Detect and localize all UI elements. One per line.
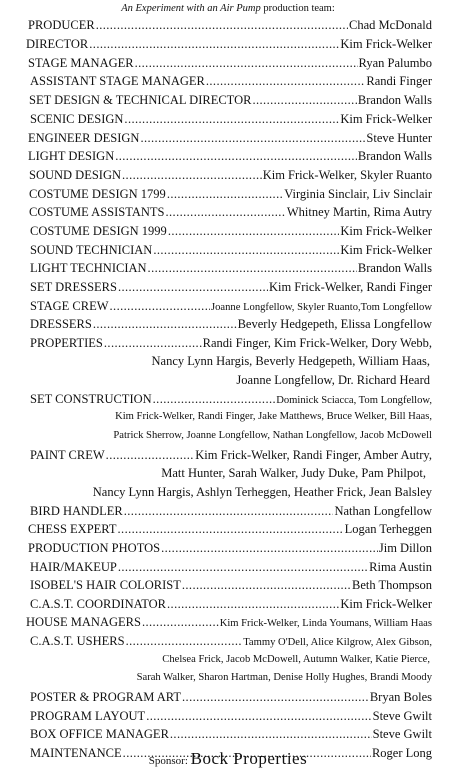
credit-role: COSTUME DESIGN 1799	[29, 187, 166, 201]
credit-names-continued: Chelsea Frick, Jacob McDowell, Autumn Walker, Katie Pierce,	[162, 654, 430, 665]
dot-leader	[148, 259, 357, 277]
credit-line	[30, 278, 432, 296]
credit-role: PAINT CREW	[30, 448, 105, 462]
credit-line	[26, 35, 432, 53]
credit-line	[30, 595, 432, 613]
credit-role: PRODUCTION PHOTOS	[28, 541, 161, 555]
credit-role: POSTER & PROGRAM ART	[30, 690, 182, 704]
credit-line	[30, 632, 432, 652]
credit-line	[30, 390, 432, 410]
credit-role: C.A.S.T. COORDINATOR	[30, 597, 167, 611]
credit-names: Beverly Hedgepeth, Elissa Longfellow	[237, 317, 432, 331]
dot-leader	[122, 166, 262, 184]
sponsor-line	[0, 749, 456, 769]
credit-names: Roger Long	[371, 746, 432, 760]
credit-role: STAGE CREW	[30, 299, 109, 313]
dot-leader	[118, 520, 344, 538]
credit-line	[29, 203, 432, 221]
sponsor-name: Bock Properties	[190, 749, 308, 768]
dot-leader	[118, 278, 268, 296]
credit-names: Virginia Sinclair, Liv Sinclair	[284, 187, 432, 201]
dot-leader	[252, 91, 356, 109]
credit-line	[29, 166, 432, 184]
credit-names: Kim Frick-Welker	[340, 243, 432, 257]
credit-line	[30, 725, 432, 743]
credit-line	[28, 520, 432, 538]
credit-names: Kim Frick-Welker	[340, 224, 432, 238]
credit-line	[28, 54, 432, 72]
credit-role: ISOBEL'S HAIR COLORIST	[30, 578, 181, 592]
credit-line	[29, 91, 432, 109]
credit-names: Steve Hunter	[366, 131, 432, 145]
dot-leader	[110, 297, 210, 315]
credit-role: SOUND DESIGN	[29, 168, 122, 182]
play-title: An Experiment with an Air Pump	[121, 3, 261, 14]
credit-names: Kim Frick-Welker, Linda Youmans, William Haas	[219, 618, 432, 629]
credit-role: MAINTENANCE	[30, 746, 122, 760]
credit-role: PRODUCER	[28, 18, 95, 32]
credit-role: COSTUME DESIGN 1999	[30, 224, 167, 238]
dot-leader	[167, 185, 283, 203]
credit-role: DIRECTOR	[26, 37, 89, 51]
credit-line	[28, 129, 432, 147]
credit-role: PROPERTIES	[30, 336, 103, 350]
credit-role: PROGRAM LAYOUT	[30, 709, 146, 723]
credit-names: Kim Frick-Welker	[340, 597, 432, 611]
credit-names-continued: Matt Hunter, Sarah Walker, Judy Duke, Pam Philpot,	[161, 466, 426, 480]
dot-leader	[153, 241, 339, 259]
credit-line	[28, 539, 432, 557]
credit-role: CHESS EXPERT	[28, 522, 117, 536]
dot-leader	[96, 16, 348, 34]
credit-names: Nathan Longfellow	[334, 504, 432, 518]
credit-role: ASSISTANT STAGE MANAGER	[30, 74, 205, 88]
credit-line	[30, 315, 432, 333]
dot-leader	[166, 203, 286, 221]
credit-names: Brandon Walls	[357, 149, 432, 163]
dot-leader	[167, 595, 339, 613]
dot-leader	[142, 613, 219, 631]
dot-leader	[124, 502, 334, 520]
credit-line	[30, 222, 432, 240]
credit-names: Randi Finger, Kim Frick-Welker, Dory Webb,	[202, 336, 432, 350]
credit-line	[30, 576, 432, 594]
credit-line	[30, 259, 432, 277]
dot-leader	[168, 222, 340, 240]
credit-names: Logan Terheggen	[344, 522, 432, 536]
dot-leader	[124, 110, 339, 128]
dot-leader	[104, 334, 202, 352]
credit-role: BIRD HANDLER	[30, 504, 123, 518]
credit-line	[29, 185, 432, 203]
credit-line	[30, 446, 432, 464]
credit-names-continued: Joanne Longfellow, Dr. Richard Heard	[236, 373, 430, 387]
credit-line	[30, 334, 432, 352]
credit-line	[30, 707, 432, 725]
credit-role: DRESSERS	[30, 317, 92, 331]
credit-role: SET DRESSERS	[30, 280, 117, 294]
dot-leader	[206, 72, 366, 90]
credit-role: STAGE MANAGER	[28, 56, 134, 70]
sponsor-label: Sponsor:	[148, 755, 191, 767]
credit-role: HOUSE MANAGERS	[26, 615, 141, 629]
credit-names-continued: Patrick Sherrow, Joanne Longfellow, Nathan Longfellow, Jacob McDowell	[113, 430, 432, 441]
dot-leader	[135, 54, 358, 72]
dot-leader	[182, 688, 369, 706]
dot-leader	[89, 35, 339, 53]
credit-line	[28, 16, 432, 34]
credit-names: Kim Frick-Welker, Randi Finger	[268, 280, 432, 294]
credit-line	[30, 72, 432, 90]
credit-line	[26, 613, 432, 633]
credit-names-continued: Nancy Lynn Hargis, Ashlyn Terheggen, Heather Frick, Jean Balsley	[92, 485, 432, 499]
credit-names: Randi Finger	[366, 74, 432, 88]
credit-role: SET CONSTRUCTION	[30, 392, 152, 406]
credit-role: BOX OFFICE MANAGER	[30, 727, 169, 741]
credit-line	[28, 147, 432, 165]
credit-role: C.A.S.T. USHERS	[30, 634, 125, 648]
dot-leader	[126, 632, 243, 650]
credit-role: SOUND TECHNICIAN	[30, 243, 153, 257]
credit-names: Ryan Palumbo	[358, 56, 432, 70]
credit-names: Tammy O'Dell, Alice Kilgrow, Alex Gibson,	[243, 637, 432, 648]
credit-role: LIGHT DESIGN	[28, 149, 115, 163]
credit-names: Whitney Martin, Rima Autry	[286, 205, 432, 219]
credit-names: Rima Austin	[369, 560, 432, 574]
credit-names: Dominick Sciacca, Tom Longfellow,	[276, 395, 432, 406]
dot-leader	[115, 147, 357, 165]
credit-line	[30, 297, 432, 317]
production-team-header	[0, 2, 456, 15]
dot-leader	[153, 390, 276, 408]
credit-names: Brandon Walls	[357, 261, 432, 275]
credit-names: Kim Frick-Welker	[340, 112, 432, 126]
dot-leader	[140, 129, 365, 147]
credit-names: Beth Thompson	[352, 578, 432, 592]
credit-names: Joanne Longfellow, Skyler Ruanto,Tom Longfellow	[211, 302, 432, 313]
credit-names: Steve Gwilt	[372, 709, 432, 723]
credit-names: Kim Frick-Welker, Skyler Ruanto	[262, 168, 432, 182]
dot-leader	[146, 707, 371, 725]
credit-line	[30, 241, 432, 259]
credit-role: HAIR/MAKEUP	[30, 560, 117, 574]
credit-names: Jim Dillon	[378, 541, 432, 555]
credit-role: ENGINEER DESIGN	[28, 131, 140, 145]
credit-line	[30, 558, 432, 576]
credit-names: Bryan Boles	[369, 690, 432, 704]
credit-role: COSTUME ASSISTANTS	[29, 205, 165, 219]
credit-names-continued: Kim Frick-Welker, Randi Finger, Jake Matthews, Bruce Welker, Bill Haas,	[115, 411, 432, 422]
dot-leader	[118, 558, 368, 576]
dot-leader	[93, 315, 237, 333]
credit-names: Brandon Walls	[357, 93, 432, 107]
header-suffix: production team:	[260, 3, 335, 14]
credit-role: LIGHT TECHNICIAN	[30, 261, 147, 275]
dot-leader	[161, 539, 378, 557]
credit-line	[30, 502, 432, 520]
dot-leader	[182, 576, 351, 594]
credit-names-continued: Nancy Lynn Hargis, Beverly Hedgepeth, William Haas,	[151, 354, 430, 368]
credit-line	[30, 110, 432, 128]
credit-line	[30, 688, 432, 706]
credit-names: Chad McDonald	[349, 18, 432, 32]
credit-names: Kim Frick-Welker	[340, 37, 432, 51]
credit-role: SET DESIGN & TECHNICAL DIRECTOR	[29, 93, 252, 107]
credit-names: Kim Frick-Welker, Randi Finger, Amber Autry,	[195, 448, 432, 462]
credit-names-continued: Sarah Walker, Sharon Hartman, Denise Holly Hughes, Brandi Moody	[136, 672, 432, 683]
dot-leader	[106, 446, 195, 464]
dot-leader	[170, 725, 372, 743]
credit-role: SCENIC DESIGN	[30, 112, 124, 126]
credit-names: Steve Gwilt	[372, 727, 432, 741]
